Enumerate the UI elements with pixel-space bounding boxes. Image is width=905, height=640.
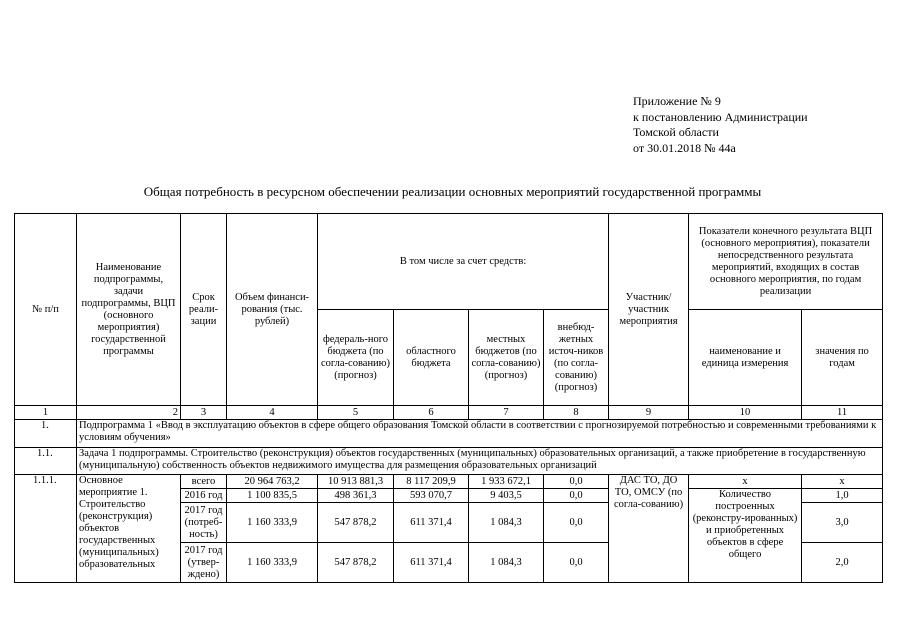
col-header-including: В том числе за счет средств: [318, 214, 609, 310]
volume-cell: 20 964 763,2 [227, 475, 318, 489]
ind-value-cell: 1,0 [802, 489, 883, 503]
col-header-federal: федераль-ного бюджета (по согла-сованию) (прогноз) [318, 310, 394, 406]
ind-value-cell: 3,0 [802, 503, 883, 543]
col-number: 5 [318, 406, 394, 420]
local-cell: 9 403,5 [469, 489, 544, 503]
col-header-indicators: Показатели конечного результата ВЦП (основного мероприятия), показатели непосредственного результата мероприятий, входящих в состав основного мероприятия, по годам реализации [689, 214, 883, 310]
col-number: 6 [394, 406, 469, 420]
col-header-num: № п/п [15, 214, 77, 406]
extra-cell: 0,0 [544, 503, 609, 543]
col-header-regional: областного бюджета [394, 310, 469, 406]
period-cell: 2016 год [181, 489, 227, 503]
col-number: 8 [544, 406, 609, 420]
col-number: 10 [689, 406, 802, 420]
regional-cell: 611 371,4 [394, 503, 469, 543]
period-cell: всего [181, 475, 227, 489]
col-header-period: Срок реали-зации [181, 214, 227, 406]
task-num: 1.1. [15, 448, 77, 475]
document-title: Общая потребность в ресурсном обеспечении реализации основных мероприятий государственной программы [143, 184, 762, 199]
extra-cell: 0,0 [544, 475, 609, 489]
federal-cell: 10 913 881,3 [318, 475, 394, 489]
local-cell: 1 933 672,1 [469, 475, 544, 489]
col-header-volume: Объем финанси-рования (тыс. рублей) [227, 214, 318, 406]
regional-cell: 611 371,4 [394, 543, 469, 583]
col-header-extrabudget: внебюд-жетных источ-ников (по согла-сованию) (прогноз) [544, 310, 609, 406]
subprogram-text: Подпрограмма 1 «Ввод в эксплуатацию объектов в сфере общего образования Томской области в соответствии с прогнозируемой потребностью и современными требованиями к условиям обучения» [77, 420, 883, 448]
indicator-text: Количество построенных (реконстру-ированных) и приобретенных объектов в сфере общего [692, 489, 798, 560]
task-row [15, 448, 883, 475]
period-cell: 2017 год (потреб-ность) [181, 503, 227, 543]
col-header-local: местных бюджетов (по согла-сованию) (прогноз) [469, 310, 544, 406]
extra-cell: 0,0 [544, 543, 609, 583]
period-cell: 2017 год (утвер-ждено) [181, 543, 227, 583]
local-cell: 1 084,3 [469, 543, 544, 583]
table-row [15, 475, 883, 489]
activity-name-text: Основное мероприятие 1. Строительство (реконструкция) объектов государственных (муниципальных) образовательных [79, 475, 159, 570]
subprogram-row [15, 420, 883, 448]
appendix-line: Томской области [633, 125, 719, 139]
col-number: 4 [227, 406, 318, 420]
participant-cell: ДАС ТО, ДО ТО, ОМСУ (по согла-сованию) [609, 475, 689, 583]
appendix-block [633, 94, 808, 156]
col-number: 11 [802, 406, 883, 420]
col-number: 9 [609, 406, 689, 420]
task-text: Задача 1 подпрограммы. Строительство (реконструкция) объектов государственных (муниципальных) образовательных организаций, а также приобретение в государственную (муниципальную) собственность объектов недвижимого имущества для размещения образовательных организаций [77, 448, 883, 475]
col-number: 1 [15, 406, 77, 420]
volume-cell: 1 100 835,5 [227, 489, 318, 503]
col-number: 3 [181, 406, 227, 420]
ind-value-cell: х [802, 475, 883, 489]
federal-cell: 547 878,2 [318, 503, 394, 543]
activity-name [77, 475, 181, 583]
col-header-name: Наименование подпрограммы, задачи подпрограммы, ВЦП (основного мероприятия) государственной программы [77, 214, 181, 406]
ind-value-cell: 2,0 [802, 543, 883, 583]
col-number: 2 [77, 406, 181, 420]
federal-cell: 498 361,3 [318, 489, 394, 503]
federal-cell: 547 878,2 [318, 543, 394, 583]
appendix-line: от 30.01.2018 № 44а [633, 140, 736, 155]
col-header-ind-name: наименование и единица измерения [689, 310, 802, 406]
ind-name-cell: х [689, 475, 802, 489]
subprogram-num: 1. [15, 420, 77, 448]
col-header-participant: Участник/ участник мероприятия [609, 214, 689, 406]
resource-table [14, 213, 883, 583]
indicator-cell [689, 489, 802, 583]
volume-cell: 1 160 333,9 [227, 503, 318, 543]
regional-cell: 593 070,7 [394, 489, 469, 503]
volume-cell: 1 160 333,9 [227, 543, 318, 583]
activity-num: 1.1.1. [15, 475, 77, 583]
regional-cell: 8 117 209,9 [394, 475, 469, 489]
extra-cell: 0,0 [544, 489, 609, 503]
local-cell: 1 084,3 [469, 503, 544, 543]
col-number: 7 [469, 406, 544, 420]
appendix-line: Приложение № 9 [633, 94, 721, 108]
column-number-row [15, 406, 883, 420]
col-header-ind-values: значения по годам [802, 310, 883, 406]
appendix-line: к постановлению Администрации [633, 109, 808, 124]
